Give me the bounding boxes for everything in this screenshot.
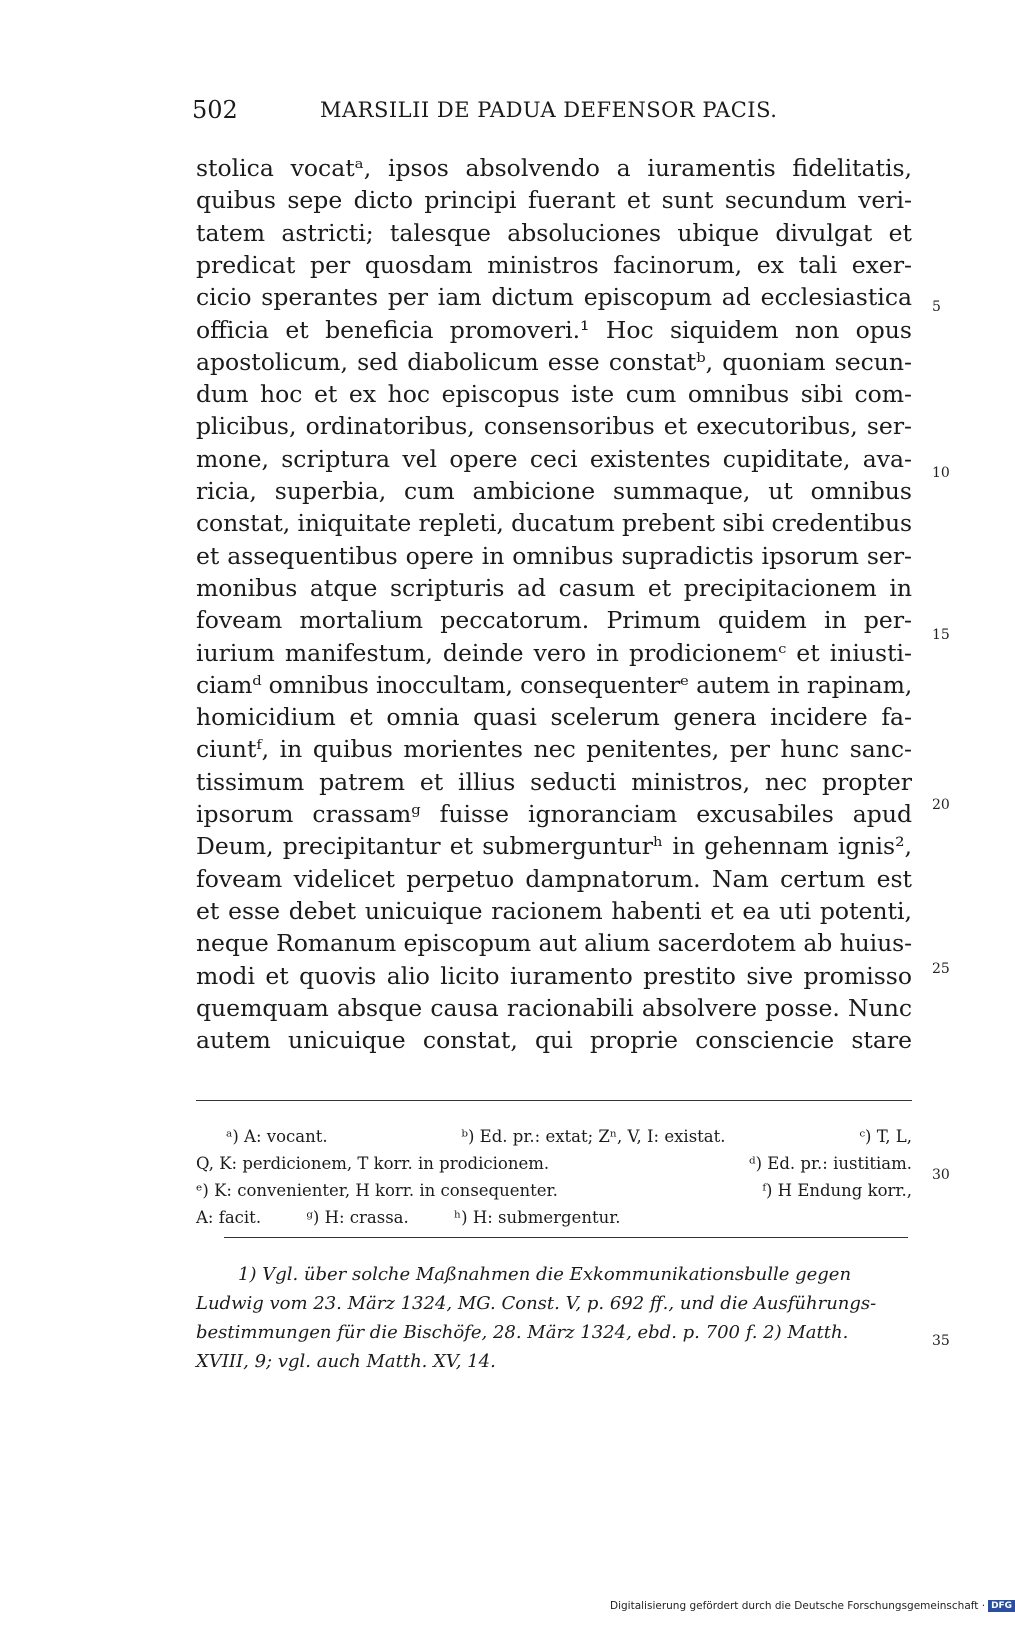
text-line [196, 960, 912, 993]
text-line-content: constat, iniquitate repleti, ducatum prebent sibi credentibus [196, 509, 912, 538]
text-line [196, 669, 912, 702]
text-line-content: et esse debet unicuique racionem habenti et ea uti potenti, [196, 896, 912, 925]
text-line-content: cicio sperantes per iam dictum episcopum ad ecclesiastica [196, 283, 912, 312]
text-line [196, 1024, 912, 1057]
text-line [196, 314, 912, 347]
text-line [196, 378, 912, 411]
text-line-content: tatem astricti; talesque absoluciones ubique divulgat et [196, 218, 912, 247]
dfg-logo-icon: DFG [988, 1600, 1015, 1612]
running-title: MARSILII DE PADUA DEFENSOR PACIS. [320, 98, 778, 122]
text-line-content: plicibus, ordinatoribus, consensoribus et executoribus, ser- [196, 412, 912, 441]
apparatus-entry: ᵃ) A: vocant. [226, 1127, 328, 1146]
footnote-divider [224, 1237, 908, 1238]
text-line-content: foveam videlicet perpetuo dampnatorum. Nam certum est [196, 864, 912, 893]
text-line [196, 346, 912, 379]
footnote-line: Ludwig vom 23. März 1324, MG. Const. V, p. 692 ff., und die Ausführungs- [196, 1293, 877, 1314]
digitization-credit-text: Digitalisierung gefördert durch die Deutsche Forschungsgemeinschaft · [610, 1600, 986, 1612]
text-line [196, 249, 912, 282]
text-line [196, 830, 912, 863]
page-number: 502 [192, 96, 238, 124]
text-line-content: quibus sepe dicto principi fuerant et sunt secundum veri- [196, 186, 912, 215]
apparatus-line [196, 1178, 912, 1204]
text-line-content: modi et quovis alio licito iuramento prestito sive promisso [196, 961, 912, 990]
text-line [196, 766, 912, 799]
apparatus-line [196, 1151, 912, 1177]
text-line [196, 410, 912, 443]
text-line-content: ipsorum crassamᵍ fuisse ignoranciam excusabiles apud [196, 800, 912, 828]
text-line-content: mone, scriptura vel opere ceci existentes cupiditate, ava- [196, 444, 912, 473]
text-line [196, 733, 912, 766]
apparatus-line [196, 1205, 912, 1231]
apparatus-entry: A: facit. [196, 1208, 262, 1227]
text-line-content: neque Romanum episcopum aut alium sacerdotem ab huius- [196, 929, 912, 958]
margin-line-number: 5 [932, 299, 941, 315]
text-line [196, 475, 912, 508]
apparatus-entry: ᵈ) Ed. pr.: iustitiam. [749, 1154, 912, 1173]
running-head [192, 96, 912, 136]
apparatus-entry: ᵉ) K: convenienter, H korr. in consequenter. [196, 1181, 558, 1200]
apparatus-line [196, 1124, 912, 1150]
digitization-credit [610, 1600, 1015, 1612]
apparatus-divider [196, 1100, 912, 1101]
footnote-line: XVIII, 9; vgl. auch Matth. XV, 14. [196, 1351, 496, 1372]
apparatus-entry: ʰ) H: submergentur. [454, 1208, 621, 1227]
text-line [196, 895, 912, 928]
apparatus-entry: ᵇ) Ed. pr.: extat; Zⁿ, V, I: existat. [461, 1127, 726, 1146]
text-line [196, 604, 912, 637]
margin-line-number: 10 [932, 465, 950, 481]
text-line-content: stolica vocatᵃ, ipsos absolvendo a iuramentis fidelitatis, [196, 154, 912, 182]
text-line-content: ciamᵈ omnibus inoccultam, consequenterᵉ autem in rapinam, [196, 670, 912, 699]
text-line [196, 443, 912, 476]
text-line [196, 992, 912, 1025]
footnote-line: bestimmungen für die Bischöfe, 28. März 1324, ebd. p. 700 f. 2) Matth. [196, 1322, 849, 1343]
text-line-content: tissimum patrem et illius seducti ministros, nec propter [196, 767, 912, 796]
margin-line-number: 15 [932, 627, 950, 643]
text-line-content: predicat per quosdam ministros facinorum, ex tali exer- [196, 250, 912, 279]
margin-line-number: 25 [932, 961, 950, 977]
text-line-content: ciuntᶠ, in quibus morientes nec penitentes, per hunc sanc- [196, 735, 912, 764]
text-line-content: monibus atque scripturis ad casum et precipitacionem in [196, 573, 912, 602]
apparatus-entry: ᶠ) H Endung korr., [762, 1181, 912, 1200]
text-line-content: et assequentibus opere in omnibus supradictis ipsorum ser- [196, 541, 912, 570]
text-line [196, 798, 912, 831]
text-line-content: foveam mortalium peccatorum. Primum quidem in per- [196, 606, 912, 635]
footnote-line: 1) Vgl. über solche Maßnahmen die Exkommunikationsbulle gegen [238, 1264, 852, 1285]
text-line-content: dum hoc et ex hoc episcopus iste cum omnibus sibi com- [196, 380, 912, 409]
text-line [196, 540, 912, 573]
text-line [196, 701, 912, 734]
text-line-content: homicidium et omnia quasi scelerum genera incidere fa- [196, 703, 912, 732]
margin-line-number: 20 [932, 797, 950, 813]
text-line-content: autem unicuique constat, qui proprie consciencie stare [196, 1026, 912, 1055]
text-line-content: officia et beneficia promoveri.¹ Hoc siquidem non opus [196, 315, 912, 344]
text-line [196, 507, 912, 540]
text-line [196, 637, 912, 670]
text-line-content: quemquam absque causa racionabili absolvere posse. Nunc [196, 993, 912, 1022]
apparatus-entry: Q, K: perdicionem, T korr. in prodicionem. [196, 1154, 550, 1173]
margin-line-number: 30 [932, 1167, 950, 1183]
text-line-content: iurium manifestum, deinde vero in prodicionemᶜ et iniusti- [196, 638, 912, 667]
text-line [196, 863, 912, 896]
text-line [196, 152, 912, 185]
text-line [196, 184, 912, 217]
text-line [196, 281, 912, 314]
text-line-content: ricia, superbia, cum ambicione summaque, ut omnibus [196, 477, 912, 505]
apparatus-entry: ᶜ) T, L, [859, 1127, 912, 1146]
margin-line-number: 35 [932, 1333, 950, 1349]
text-line-content: Deum, precipitantur et submergunturʰ in gehennam ignis², [196, 832, 912, 861]
apparatus-entry: ᵍ) H: crassa. [306, 1208, 409, 1227]
text-line [196, 572, 912, 605]
text-line [196, 927, 912, 960]
text-line [196, 217, 912, 250]
text-line-content: apostolicum, sed diabolicum esse constatᵇ, quoniam secun- [196, 347, 912, 376]
